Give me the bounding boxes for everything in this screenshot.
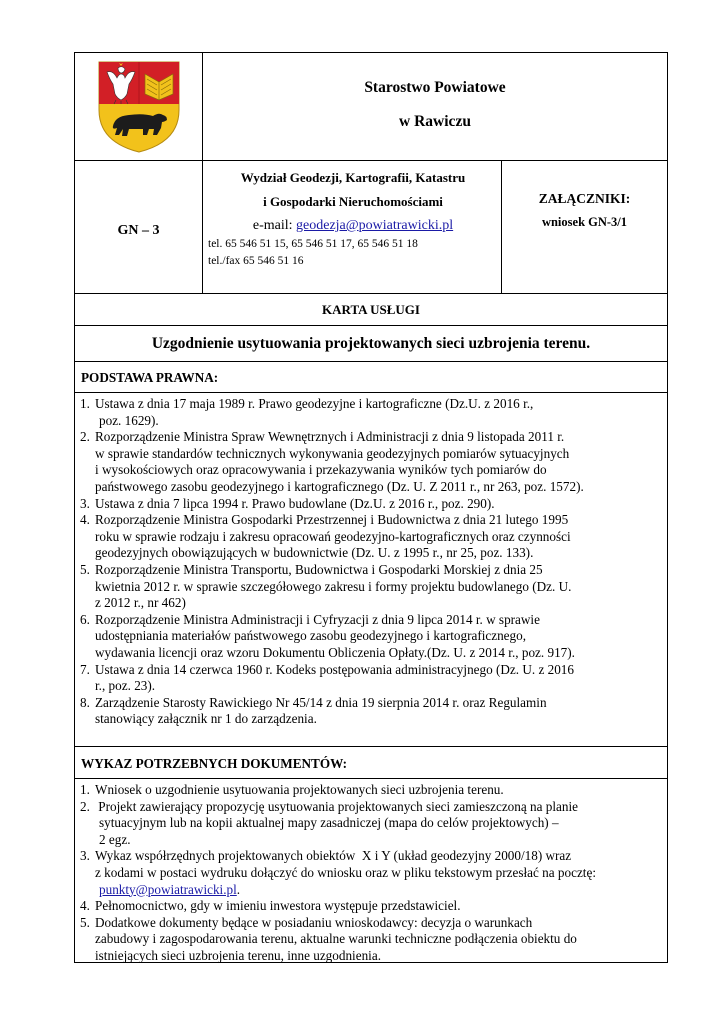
legal-basis-heading: PODSTAWA PRAWNA:	[81, 370, 219, 385]
coat-of-arms-logo	[97, 60, 181, 154]
item-line: zabudowy i zagospodarowania terenu, aktualne warunki techniczne podłączenia obiektu do	[95, 931, 577, 947]
item-number: 2.	[80, 429, 90, 445]
item-number: 8.	[80, 694, 90, 710]
email-label: e-mail:	[252, 218, 293, 233]
legal-basis-row	[75, 393, 667, 747]
list-item	[80, 496, 659, 513]
item-line: państwowego zasobu geodezyjnego i kartograficznego (Dz. U. Z 2011 r., nr 263, poz. 1572).	[95, 478, 584, 494]
item-number: 6.	[80, 611, 90, 627]
phone-numbers: tel. 65 546 51 15, 65 546 51 17, 65 546 51 18	[208, 238, 418, 250]
list-item	[80, 396, 659, 429]
list-item	[80, 429, 659, 495]
institution-name	[203, 79, 667, 131]
item-number: 3.	[80, 495, 90, 511]
header-row	[75, 53, 667, 161]
item-line: i wysokościowych oraz opracowywania i przekazywania wyników tych pomiarów do	[95, 462, 547, 478]
item-line: stanowiący załącznik nr 1 do zarządzenia.	[95, 711, 317, 727]
item-line: z kodami w postaci wydruku dołączyć do wniosku oraz w pliku tekstowym przesłać na pocztę:	[95, 864, 596, 880]
attachments-label: ZAŁĄCZNIKI:	[538, 191, 631, 206]
card-label-row	[75, 294, 667, 326]
item-number: 5.	[80, 914, 90, 930]
item-line: Rozporządzenie Ministra Administracji i Cyfryzacji z dnia 9 lipca 2014 r. w sprawie	[95, 611, 540, 627]
item-line	[95, 882, 659, 899]
service-title-row	[75, 326, 667, 362]
list-item	[80, 512, 659, 562]
list-item	[80, 695, 659, 728]
item-line: Dodatkowe dokumenty będące w posiadaniu wnioskodawcy: decyzja o warunkach	[95, 914, 533, 930]
email-line	[208, 218, 498, 234]
legal-basis-heading-row	[75, 362, 667, 393]
fax-number: tel./fax 65 546 51 16	[208, 255, 304, 267]
card-label: KARTA USŁUGI	[322, 302, 420, 317]
list-item	[80, 782, 659, 799]
item-line: Projekt zawierający propozycję usytuowania projektowanych sieci zamieszczoną na planie	[95, 798, 578, 814]
item-line: udostępniania materiałów państwowego zasobu geodezyjnego i kartograficznego,	[95, 628, 527, 644]
department-email-link[interactable]: geodezja@powiatrawicki.pl	[296, 218, 454, 233]
documents-row	[75, 779, 667, 962]
item-line: Ustawa z dnia 17 maja 1989 r. Prawo geodezyjne i kartograficzne (Dz.U. z 2016 r.,	[95, 396, 534, 411]
service-title: Uzgodnienie usytuowania projektowanych sieci uzbrojenia terenu.	[151, 335, 591, 352]
item-line: geodezyjnych obowiązujących w budownictwie (Dz. U. z 1995 r., nr 25, poz. 133).	[95, 545, 534, 561]
item-line: Ustawa z dnia 14 czerwca 1960 r. Kodeks postępowania administracyjnego (Dz. U. z 2016	[95, 661, 574, 677]
period: .	[236, 881, 241, 897]
list-item	[80, 848, 659, 898]
points-email-link[interactable]: punkty@powiatrawicki.pl	[99, 881, 237, 897]
item-number: 1.	[80, 782, 90, 797]
item-line: Zarządzenie Starosty Rawickiego Nr 45/14 z dnia 19 sierpnia 2014 r. oraz Regulamin	[95, 694, 547, 710]
department-row	[75, 161, 667, 294]
list-item	[80, 898, 659, 915]
item-line: Rozporządzenie Ministra Spraw Wewnętrznych i Administracji z dnia 9 listopada 2011 r.	[95, 429, 565, 445]
item-number: 1.	[80, 396, 90, 411]
legal-basis-list	[80, 396, 659, 728]
institution-line2: w Rawiczu	[399, 113, 471, 130]
item-line: kwietnia 2012 r. w sprawie szczegółowego zakresu i formy projektu budowlanego (Dz. U.	[95, 578, 572, 594]
item-number: 7.	[80, 661, 90, 677]
list-item	[80, 915, 659, 965]
documents-list	[80, 782, 659, 965]
item-line: poz. 1629).	[99, 412, 159, 428]
item-number: 4.	[80, 898, 90, 914]
institution-line1: Starostwo Powiatowe	[364, 79, 506, 96]
item-line: roku w sprawie rodzaju i zakresu opracowań geodezyjno-kartograficznych oraz czynności	[95, 528, 571, 544]
item-line: Rozporządzenie Ministra Gospodarki Przestrzennej i Budownictwa z dnia 21 lutego 1995	[95, 512, 569, 528]
department-block	[208, 161, 498, 267]
list-item	[80, 562, 659, 612]
documents-heading-row	[75, 747, 667, 779]
item-line: Wniosek o uzgodnienie usytuowania projektowanych sieci uzbrojenia terenu.	[95, 782, 504, 797]
service-card	[74, 52, 668, 963]
item-line: Pełnomocnictwo, gdy w imieniu inwestora występuje przedstawiciel.	[95, 898, 461, 914]
form-code: GN – 3	[117, 223, 160, 238]
item-number: 4.	[80, 512, 90, 528]
attachments-value: wniosek GN-3/1	[541, 215, 628, 229]
item-line: Rozporządzenie Ministra Transportu, Budownictwa i Gospodarki Morskiej z dnia 25	[95, 561, 543, 577]
item-line: Ustawa z dnia 7 lipca 1994 r. Prawo budowlane (Dz.U. z 2016 r., poz. 290).	[95, 495, 495, 511]
list-item	[80, 612, 659, 662]
attachments-block	[502, 191, 667, 230]
item-number: 3.	[80, 848, 90, 864]
list-item	[80, 662, 659, 695]
list-item	[80, 799, 659, 849]
item-line: istniejących sieci uzbrojenia terenu, inne uzgodnienia.	[95, 947, 381, 963]
item-line: 2 egz.	[99, 831, 131, 847]
item-number: 5.	[80, 561, 90, 577]
department-line1: Wydział Geodezji, Kartografii, Katastru	[240, 170, 466, 185]
item-line: r., poz. 23).	[95, 678, 156, 694]
department-line2: i Gospodarki Nieruchomościami	[263, 194, 443, 209]
item-line: sytuacyjnym lub na kopii aktualnej mapy zasadniczej (mapa do celów projektowych) –	[99, 815, 559, 831]
item-line: wydawania licencji oraz wzoru Dokumentu Obliczenia Opłaty.(Dz. U. z 2014 r., poz. 917).	[95, 644, 575, 660]
item-line: Wykaz współrzędnych projektowanych obiektów X i Y (układ geodezyjny 2000/18) wraz	[95, 848, 572, 864]
item-number: 2.	[80, 798, 90, 814]
item-line: w sprawie standardów technicznych wykonywania geodezyjnych pomiarów sytuacyjnych	[95, 445, 570, 461]
documents-heading: WYKAZ POTRZEBNYCH DOKUMENTÓW:	[81, 756, 347, 771]
item-line: z 2012 r., nr 462)	[95, 595, 186, 611]
